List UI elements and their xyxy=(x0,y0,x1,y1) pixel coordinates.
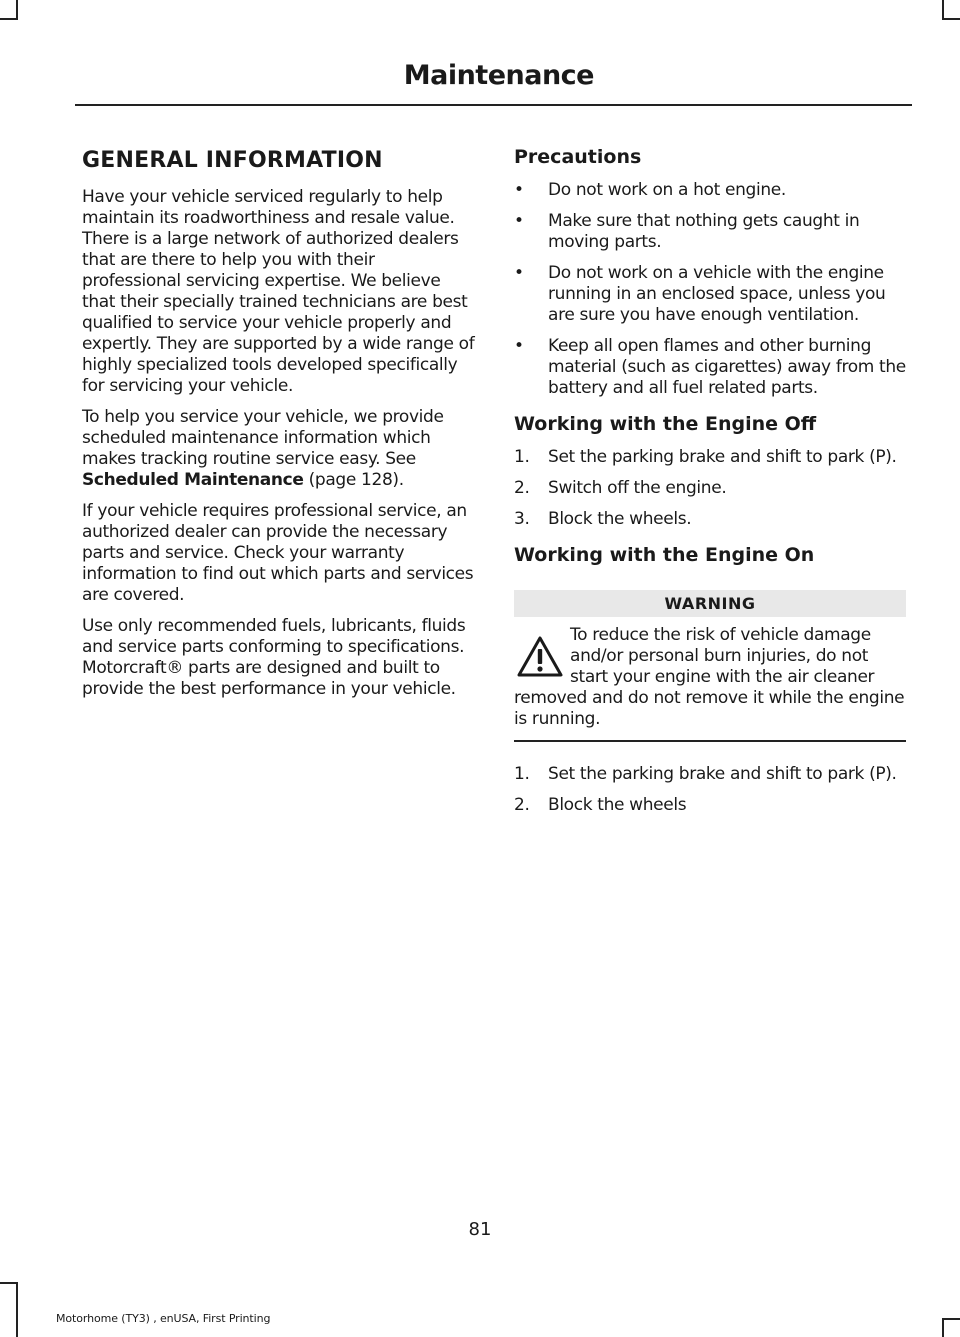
paragraph-servicing: Have your vehicle serviced regularly to help maintain its roadworthiness and resale value. There is a large network of authorized dealers that are there to help you with their professional servicing expertise. We believe that their specially trained technicians are best qualified to service your vehicle properly and expertly. They are supported by a wide range of highly specialized tools developed specifically for servicing your vehicle. xyxy=(82,187,475,396)
bullet-marker: • xyxy=(514,180,524,200)
engine-on-steps xyxy=(514,764,906,816)
crop-mark xyxy=(16,1282,18,1337)
engine-off-steps xyxy=(514,447,906,530)
step-text: Switch off the engine. xyxy=(548,478,727,498)
right-column xyxy=(514,140,906,830)
section-heading-precautions: Precautions xyxy=(514,146,642,168)
list-item xyxy=(514,447,906,468)
bullet-marker: • xyxy=(514,263,524,283)
crop-mark xyxy=(942,0,944,20)
scheduled-maintenance-link[interactable]: Scheduled Maintenance xyxy=(82,470,304,490)
bullet-marker: • xyxy=(514,211,524,231)
warning-text: To reduce the risk of vehicle damage and/or personal burn injuries, do not start your engine with the air cleaner removed and do not remove it while the engine is running. xyxy=(514,625,905,729)
list-item xyxy=(514,478,906,499)
step-number: 1. xyxy=(514,763,530,784)
crop-mark xyxy=(16,0,18,20)
warning-divider xyxy=(514,740,906,742)
footer-edition: Motorhome (TY3) , enUSA, First Printing xyxy=(56,1312,271,1325)
list-item xyxy=(514,509,906,530)
list-item-text: Do not work on a vehicle with the engine running in an enclosed space, unless you are sure you have enough ventilation. xyxy=(548,263,886,325)
step-text: Block the wheels. xyxy=(548,509,692,529)
paragraph-text: To help you service your vehicle, we provide scheduled maintenance information which makes tracking routine service easy. See xyxy=(82,407,444,469)
paragraph-professional-service: If your vehicle requires professional service, an authorized dealer can provide the necessary parts and service. Check your warranty information to find out which parts and services are covered. xyxy=(82,501,474,605)
section-heading-general-information: GENERAL INFORMATION xyxy=(82,148,383,173)
warning-title: WARNING xyxy=(514,590,906,617)
page-title: Maintenance xyxy=(403,60,594,91)
list-item-text: Keep all open flames and other burning material (such as cigarettes) away from the battery and all fuel related parts. xyxy=(548,336,906,398)
left-column xyxy=(82,140,478,710)
step-text: Set the parking brake and shift to park (P). xyxy=(548,447,897,467)
step-number: 2. xyxy=(514,478,530,498)
paragraph-scheduled-maintenance xyxy=(82,407,478,491)
page-number: 81 xyxy=(468,1219,492,1240)
step-number: 1. xyxy=(514,447,530,467)
paragraph-recommended-parts: Use only recommended fuels, lubricants, fluids and service parts conforming to specifications. Motorcraft® parts are designed and built to provide the best performance in your vehicle. xyxy=(82,616,466,699)
list-item xyxy=(514,795,906,816)
list-item xyxy=(514,180,906,201)
page-reference: (page 128). xyxy=(303,470,404,490)
warning-box xyxy=(514,590,906,742)
crop-mark xyxy=(0,1282,18,1284)
crop-mark xyxy=(0,18,18,20)
list-item xyxy=(514,211,906,253)
step-text: Block the wheels xyxy=(548,794,687,815)
list-item xyxy=(514,336,906,399)
header-divider xyxy=(75,104,912,106)
precautions-list xyxy=(514,180,906,399)
step-number: 3. xyxy=(514,509,530,529)
crop-mark xyxy=(942,18,960,20)
warning-body xyxy=(514,617,906,742)
warning-triangle-icon xyxy=(516,635,564,679)
section-heading-engine-off: Working with the Engine Off xyxy=(514,413,817,435)
crop-mark xyxy=(942,1318,944,1337)
list-item-text: Do not work on a hot engine. xyxy=(548,180,786,200)
section-heading-engine-on: Working with the Engine On xyxy=(514,544,815,566)
list-item xyxy=(514,764,906,785)
list-item-text: Make sure that nothing gets caught in moving parts. xyxy=(548,211,860,252)
step-number: 2. xyxy=(514,794,530,815)
crop-mark xyxy=(942,1318,960,1320)
list-item xyxy=(514,263,906,326)
bullet-marker: • xyxy=(514,336,524,356)
step-text: Set the parking brake and shift to park (P). xyxy=(548,763,897,784)
